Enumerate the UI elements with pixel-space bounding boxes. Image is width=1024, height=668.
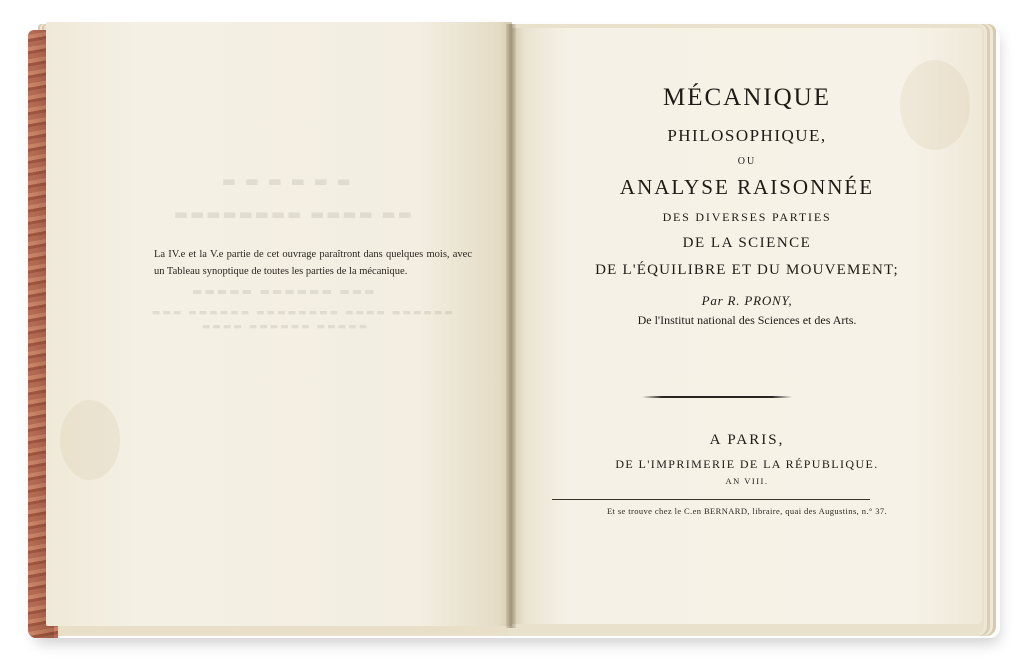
imprint-year: AN VIII. — [725, 476, 769, 486]
show-through-text: ▬▬▬▬▬▬ ▬▬▬▬ ▬▬▬▬▬▬▬▬ ▬▬▬▬▬▬ ▬▬▬ — [150, 308, 454, 318]
show-through-text: ▬▬ ▬▬▬▬ ▬▬▬▬▬▬▬▬ — [172, 205, 412, 223]
title-analyse: ANALYSE RAISONNÉE — [619, 175, 875, 199]
show-through-text: ▬ ▬ ▬ ▬ ▬ ▬ — [220, 172, 351, 190]
imprint-block — [512, 432, 982, 486]
title-parties: DES DIVERSES PARTIES — [662, 210, 832, 224]
show-through-text: ▬▬▬▬▬ ▬▬▬▬▬▬ ▬▬▬▬ — [200, 322, 368, 332]
title-science: DE LA SCIENCE — [682, 235, 812, 251]
paper-stain — [60, 400, 120, 480]
show-through-text: ▬▬▬ ▬▬▬▬▬▬ ▬▬▬▬▬ — [190, 285, 375, 298]
title-equilibre: DE L'ÉQUILIBRE ET DU MOUVEMENT; — [595, 262, 899, 278]
title-ou: OU — [737, 156, 757, 167]
ornamental-rule — [642, 395, 792, 399]
title-block — [512, 80, 982, 328]
imprint-printer: DE L'IMPRIMERIE DE LA RÉPUBLIQUE. — [615, 457, 879, 471]
title-subtitle: PHILOSOPHIQUE, — [667, 126, 827, 145]
left-page-note: La IV.e et la V.e partie de cet ouvrage paraîtront dans quelques mois, avec un Tableau synoptique de toutes les parties de la mécanique. — [154, 249, 472, 277]
bookseller-note: Et se trouve chez le C.en BERNARD, libraire, quai des Augustins, n.° 37. — [606, 506, 888, 516]
imprint-city: A PARIS, — [709, 432, 785, 448]
footer-rule — [552, 499, 870, 500]
author-line: Par R. PRONY, — [701, 293, 793, 308]
title-main: MÉCANIQUE — [663, 84, 831, 111]
author-affiliation: De l'Institut national des Sciences et des Arts. — [637, 313, 857, 327]
